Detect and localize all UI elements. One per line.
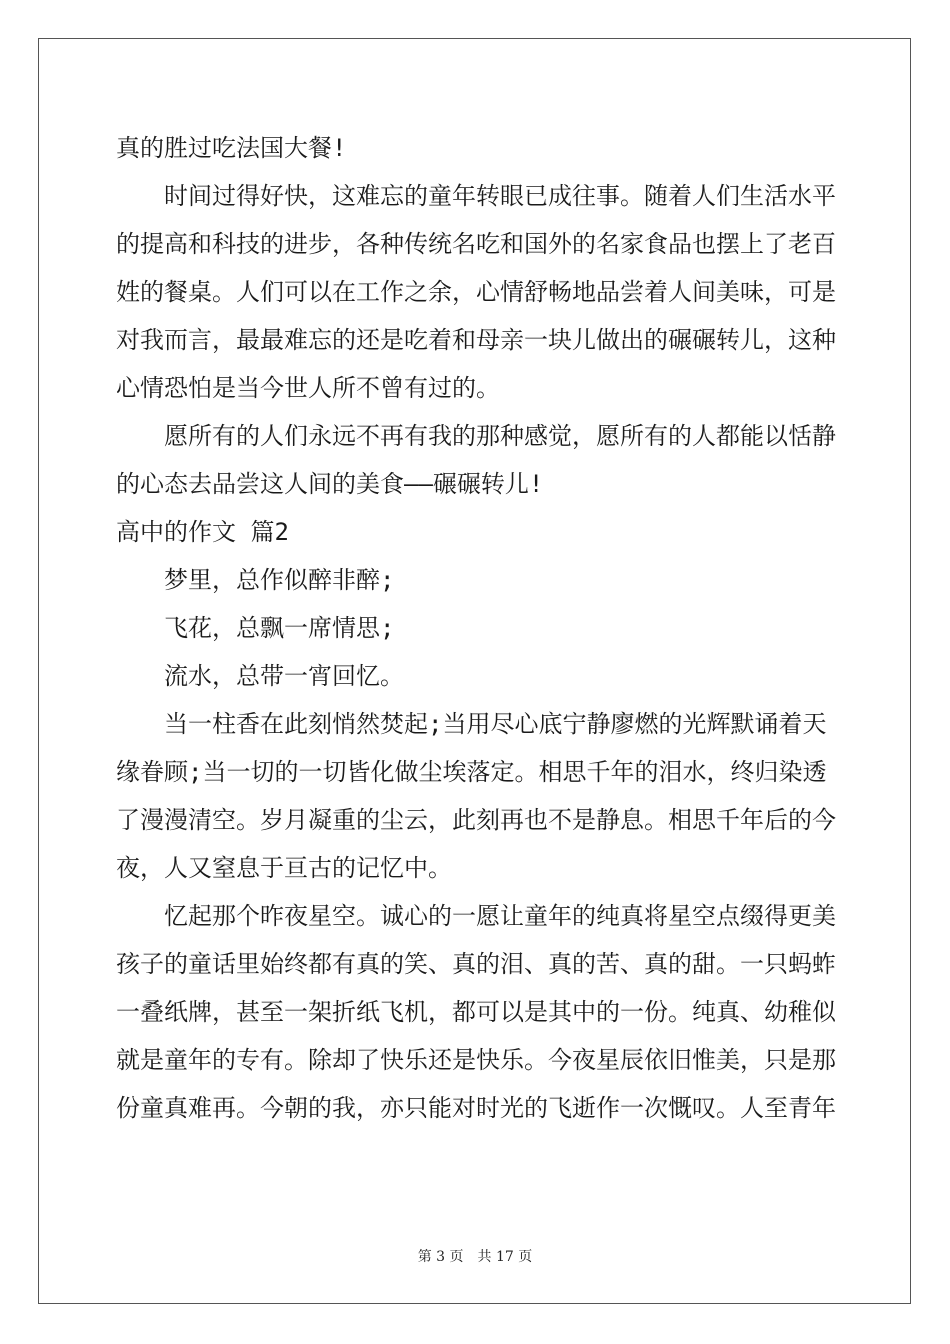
text-line-11: 飞花，总飘一席情思; (164, 614, 395, 642)
section-heading: 高中的作文 篇2 (116, 518, 289, 546)
text-line-20: 就是童年的专有。除却了快乐还是快乐。今夜星辰依旧惟美，只是那 (116, 1046, 836, 1074)
page-number: 第 3 页 (417, 1249, 464, 1265)
text-line-6: 心情恐怕是当今世人所不曾有过的。 (116, 374, 500, 402)
text-line-19: 一叠纸牌，甚至一架折纸飞机，都可以是其中的一份。纯真、幼稚似 (116, 998, 836, 1026)
document-body (116, 124, 836, 1132)
page-footer (0, 1246, 950, 1266)
page-total: 共 17 页 (477, 1249, 533, 1265)
text-line-5: 对我而言，最最难忘的还是吃着和母亲一块儿做出的碾碾转儿，这种 (116, 326, 836, 354)
text-line-4: 姓的餐桌。人们可以在工作之余，心情舒畅地品尝着人间美味，可是 (116, 278, 836, 306)
text-line-8: 的心态去品尝这人间的美食——碾碾转儿! (116, 470, 544, 498)
text-line-15: 了漫漫清空。岁月凝重的尘云，此刻再也不是静息。相思千年后的今 (116, 806, 836, 834)
text-line-13: 当一柱香在此刻悄然焚起;当用尽心底宁静廖燃的光辉默诵着天 (164, 710, 827, 738)
text-line-17: 忆起那个昨夜星空。诚心的一愿让童年的纯真将星空点缀得更美 (164, 902, 836, 930)
text-line-21: 份童真难再。今朝的我，亦只能对时光的飞逝作一次慨叹。人至青年 (116, 1094, 836, 1122)
text-line-18: 孩子的童话里始终都有真的笑、真的泪、真的苦、真的甜。一只蚂蚱 (116, 950, 836, 978)
text-line-3: 的提高和科技的进步，各种传统名吃和国外的名家食品也摆上了老百 (116, 230, 836, 258)
text-line-10: 梦里，总作似醉非醉; (164, 566, 395, 594)
text-line-16: 夜，人又窒息于亘古的记忆中。 (116, 854, 452, 882)
text-line-14: 缘眷顾;当一切的一切皆化做尘埃落定。相思千年的泪水，终归染透 (116, 758, 827, 786)
text-line-7: 愿所有的人们永远不再有我的那种感觉，愿所有的人都能以恬静 (164, 422, 836, 450)
text-line-2: 时间过得好快，这难忘的童年转眼已成往事。随着人们生活水平 (164, 182, 836, 210)
text-line-1: 真的胜过吃法国大餐! (116, 134, 347, 162)
text-line-12: 流水，总带一宵回忆。 (164, 662, 404, 690)
